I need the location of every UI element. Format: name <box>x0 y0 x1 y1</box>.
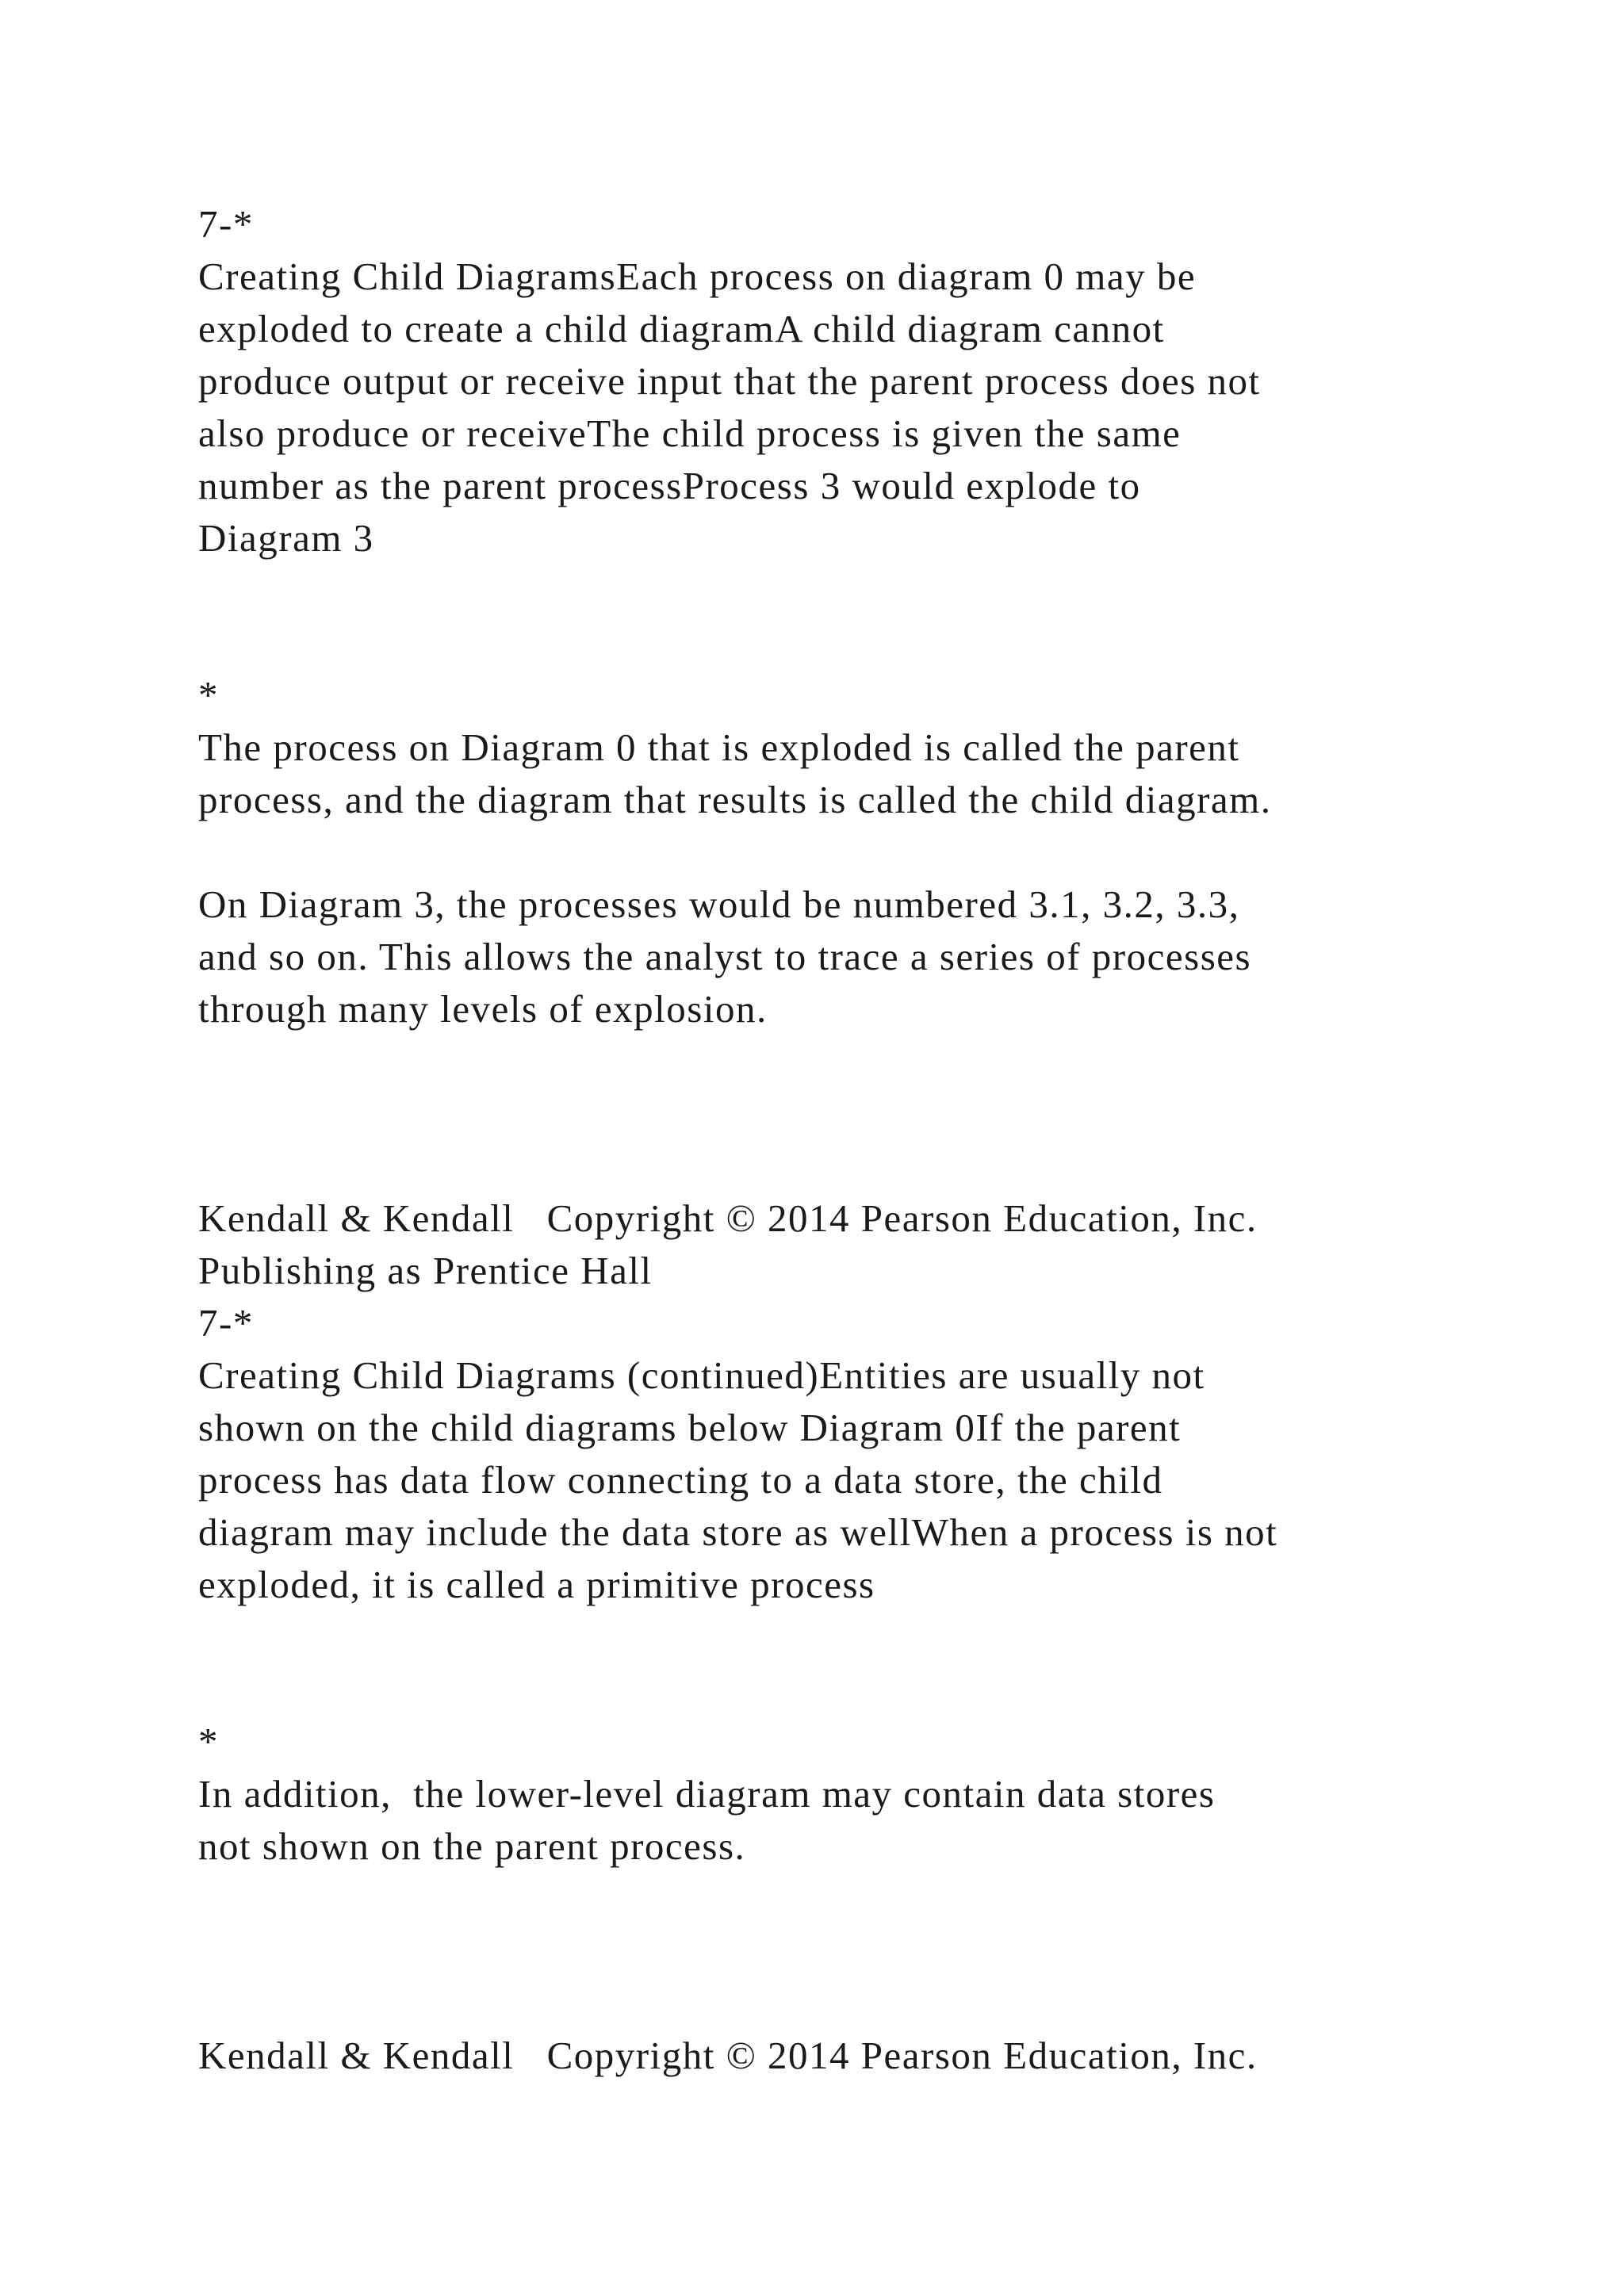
blank-line <box>198 617 1515 669</box>
notes-marker: * <box>198 1720 219 1763</box>
slide-text-line: exploded, it is called a primitive process <box>198 1563 875 1606</box>
slide-text-line: produce output or receive input that the parent process does not <box>198 359 1261 403</box>
slide-text-line: Creating Child DiagramsEach process on diagram 0 may be <box>198 254 1197 298</box>
blank-line <box>198 564 1515 617</box>
notes-text-line: The process on Diagram 0 that is exploded is called the parent <box>198 725 1240 769</box>
slide-text-line: Diagram 3 <box>198 516 374 560</box>
blank-line <box>198 1611 1515 1663</box>
notes-text-line: In addition, the lower-level diagram may contain data stores <box>198 1772 1216 1816</box>
notes-text-line: through many levels of explosion. <box>198 987 768 1031</box>
blank-line <box>198 1977 1515 2030</box>
slide-text-line: number as the parent processProcess 3 would explode to <box>198 464 1141 507</box>
blank-line <box>198 1140 1515 1192</box>
blank-line <box>198 826 1515 878</box>
slide-text-line: diagram may include the data store as wellWhen a process is not <box>198 1510 1278 1554</box>
blank-line <box>198 1873 1515 1925</box>
slide-text-line: shown on the child diagrams below Diagram 0If the parent <box>198 1406 1182 1449</box>
slide-number: 7-* <box>198 202 254 246</box>
blank-line <box>198 1035 1515 1088</box>
notes-marker: * <box>198 673 219 717</box>
slide-text-line: also produce or receiveThe child process is given the same <box>198 411 1182 455</box>
slide-text-line: exploded to create a child diagramA child diagram cannot <box>198 307 1165 350</box>
blank-line <box>198 1088 1515 1140</box>
slide-text-line: Creating Child Diagrams (continued)Entities are usually not <box>198 1353 1205 1397</box>
slide-number: 7-* <box>198 1301 254 1345</box>
copyright-footer: Kendall & Kendall Copyright © 2014 Pearson Education, Inc. <box>198 2034 1258 2077</box>
notes-text-line: and so on. This allows the analyst to trace a series of processes <box>198 935 1252 978</box>
notes-text-line: process, and the diagram that results is called the child diagram. <box>198 778 1272 821</box>
copyright-footer: Kendall & Kendall Copyright © 2014 Pearson Education, Inc. <box>198 1196 1258 1240</box>
notes-text-line: On Diagram 3, the processes would be numbered 3.1, 3.2, 3.3, <box>198 882 1240 926</box>
notes-text-line: not shown on the parent process. <box>198 1824 746 1868</box>
publisher-line: Publishing as Prentice Hall <box>198 1249 653 1292</box>
slide-text-line: process has data flow connecting to a data store, the child <box>198 1458 1163 1502</box>
blank-line <box>198 1925 1515 1977</box>
blank-line <box>198 1663 1515 1716</box>
document-page <box>198 198 1515 2082</box>
